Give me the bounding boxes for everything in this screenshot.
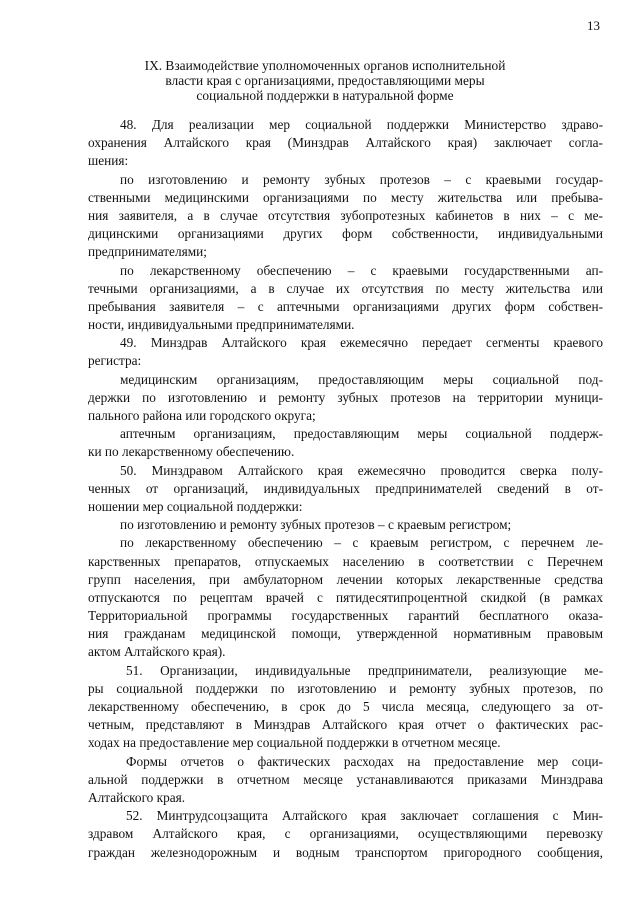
text-line: актом Алтайского края). [88, 644, 226, 660]
text-line: 51. Организации, индивидуальные предприниматели, реализующие ме- [126, 662, 603, 678]
text-line: по изготовлению и ремонту зубных протезов – с краевым регистром; [120, 517, 512, 533]
text-line: дицинскими организациями других форм собственности, индивидуальными [88, 226, 603, 242]
text-line: охранения Алтайского края (Минздрав Алтайского края) заключает согла- [88, 135, 603, 151]
text-line: по лекарственному обеспечению – с краевым регистром, с перечнем ле- [120, 535, 603, 551]
text-line: ности, индивидуальными предпринимателями. [88, 317, 355, 333]
text-line: ки по лекарственному обеспечению. [88, 444, 295, 460]
text-line: Формы отчетов о фактических расходах на предоставление мер соци- [126, 753, 603, 769]
text-line: пального района или городского округа; [88, 408, 316, 423]
text-line: ственными медицинскими организациями по месту жительства или пребыва- [88, 189, 603, 205]
text-line: граждан железнодорожным и водным транспортом пригородного сообщения, [88, 844, 603, 860]
section-heading [90, 58, 560, 103]
text-line: лекарственному обеспечению, в срок до 5 числа месяца, следующего за от- [88, 699, 603, 714]
text-line: по лекарственному обеспечению – с краевыми государственными ап- [120, 262, 603, 278]
text-line: 50. Минздравом Алтайского края ежемесячно проводится сверка полу- [120, 462, 603, 478]
text-line: 52. Минтрудсоцзащита Алтайского края заключает соглашения с Мин- [126, 808, 603, 824]
text-line: здравом Алтайского края, с организациями, осуществляющими перевозку [88, 826, 603, 842]
document-body [88, 116, 603, 862]
text-line: держки по изготовлению и ремонту зубных протезов на территории муници- [88, 389, 603, 405]
text-line: медицинским организациям, предоставляющим меры социальной под- [120, 371, 603, 387]
heading-line: власти края с организациями, предоставляющими меры [165, 73, 485, 88]
text-line: предпринимателями; [88, 244, 207, 260]
text-line: альной поддержки в отчетном месяце устанавливаются приказами Минздрава [88, 771, 603, 787]
text-line: ры социальной поддержки по изготовлению и ремонту зубных протезов, по [88, 680, 603, 696]
page-number: 13 [587, 18, 600, 33]
text-line: карственных препаратов, отпускаемых населению в соответствии с Перечнем [88, 553, 603, 569]
text-line: ходах на предоставление мер социальной поддержки в отчетном месяце. [88, 735, 501, 751]
text-line: пребывания заявителя – с аптечными организациями других форм собствен- [88, 298, 603, 314]
text-line: регистра: [88, 353, 142, 369]
text-line: 49. Минздрав Алтайского края ежемесячно передает сегменты краевого [120, 335, 603, 351]
text-line: шения: [88, 153, 129, 169]
text-line: ченных от организаций, индивидуальных предпринимателей сведений в от- [88, 480, 603, 496]
text-line: Территориальной программы государственных гарантий бесплатного оказа- [88, 608, 603, 624]
text-line: по изготовлению и ремонту зубных протезов – с краевыми государ- [120, 171, 603, 187]
text-line: отпускаются по рецептам врачей с пятидесятипроцентной скидкой (в рамках [88, 589, 603, 605]
text-line: ношении мер социальной поддержки: [88, 498, 303, 514]
text-line: аптечным организациям, предоставляющим меры социальной поддерж- [120, 426, 603, 442]
text-line: групп населения, при амбулаторном лечении которых лекарственные средства [88, 571, 603, 587]
text-line: ния заявителя, а в случае отсутствия зубопротезных кабинетов в них – с ме- [88, 207, 603, 223]
heading-line: социальной поддержки в натуральной форме [196, 88, 454, 103]
text-line: ния гражданам медицинской помощи, утвержденной нормативным правовым [88, 626, 603, 642]
text-line: четным, представляют в Минздрав Алтайского края отчет о фактических рас- [88, 717, 603, 733]
text-line: Алтайского края. [88, 789, 186, 805]
text-line: течными организациями, а в случае их отсутствия по месту жительства или [88, 280, 603, 296]
heading-line: IX. Взаимодействие уполномоченных органов исполнительной [144, 58, 506, 73]
text-line: 48. Для реализации мер социальной поддержки Министерство здраво- [120, 117, 603, 132]
